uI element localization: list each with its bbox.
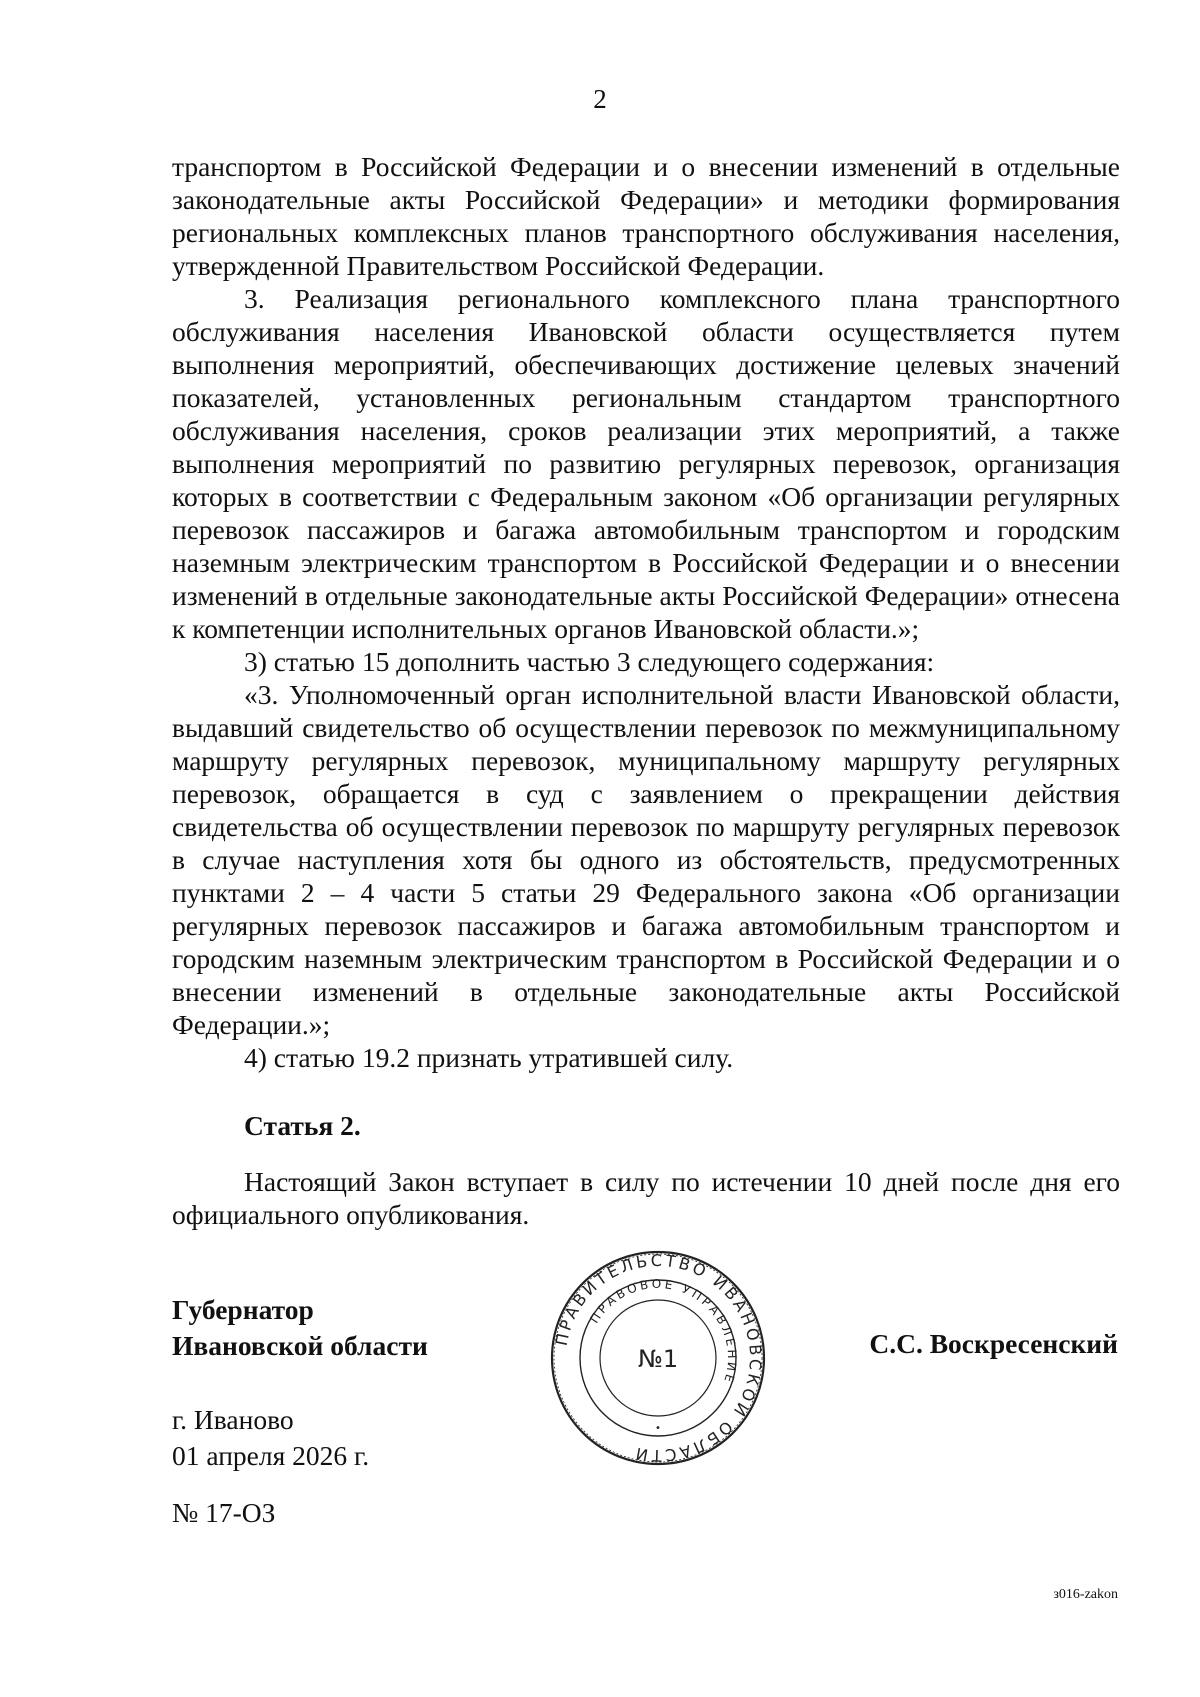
seal-star-icon: •	[655, 1423, 661, 1434]
seal-center-number: №1	[637, 1345, 679, 1373]
document-body	[172, 150, 1120, 1074]
final-paragraph: Настоящий Закон вступает в силу по истечении 10 дней после дня его официального опубликования.	[172, 1166, 1120, 1230]
seal-graphic	[548, 1248, 768, 1468]
paragraph-1: транспортом в Российской Федерации и о внесении изменений в отдельные законодательные акты Российской Федерации» и методики формирования региональных комплексных планов транспортного обслуживания населения, утвержденной Правительством Российской Федерации.	[172, 151, 1120, 281]
place-and-date	[172, 1402, 369, 1474]
article-heading: Статья 2.	[244, 1110, 361, 1141]
date: 01 апреля 2026 г.	[172, 1440, 370, 1471]
seal-outer-text: ПРАВИТЕЛЬСТВО ИВАНОВСКОЙ ОБЛАСТИ	[551, 1250, 766, 1466]
official-seal	[548, 1248, 768, 1468]
page-number: 2	[593, 84, 607, 114]
paragraph-2: 3. Реализация регионального комплексного плана транспортного обслуживания населения Ивановской области осуществляется путем выполнения мероприятий, обеспечивающих достижение целевых значений показателей, установленных региональным стандартом транспортного обслуживания населения, сроков реализации этих мероприятий, а также выполнения мероприятий по развитию регулярных перевозок, организация которых в соответствии с Федеральным законом «Об организации регулярных перевозок пассажиров и багажа автомобильным транспортом и городским наземным электрическим транспортом в Российской Федерации и о внесении изменений в отдельные законодательные акты Российской Федерации» отнесена к компетенции исполнительных органов Ивановской области.»;	[172, 283, 1120, 644]
signatory-title	[172, 1292, 428, 1364]
place: г. Иваново	[172, 1404, 294, 1435]
document-number: № 17-ОЗ	[172, 1497, 276, 1528]
signatory-title-line-2: Ивановской области	[172, 1330, 428, 1361]
paragraph-5: 4) статью 19.2 признать утратившей силу.	[244, 1042, 734, 1073]
signatory-title-line-1: Губернатор	[172, 1294, 314, 1325]
paragraph-3: 3) статью 15 дополнить частью 3 следующего содержания:	[244, 646, 935, 677]
file-code: з016-zakon	[1053, 1587, 1118, 1602]
seal-inner-text: ПРАВОВОЕ УПРАВЛЕНИЕ	[587, 1277, 740, 1387]
paragraph-4: «3. Уполномоченный орган исполнительной власти Ивановской области, выдавший свидетельство об осуществлении перевозок по межмуниципальному маршруту регулярных перевозок, муниципальному маршруту регулярных перевозок, обращается в суд с заявлением о прекращении действия свидетельства об осуществлении перевозок по маршруту регулярных перевозок в случае наступления хотя бы одного из обстоятельств, предусмотренных пунктами 2 – 4 части 5 статьи 29 Федерального закона «Об организации регулярных перевозок пассажиров и багажа автомобильным транспортом и городским наземным электрическим транспортом в Российской Федерации и о внесении изменений в отдельные законодательные акты Российской Федерации.»;	[172, 679, 1120, 1040]
final-section	[172, 1165, 1120, 1231]
signatory-name: С.С. Воскресенский	[869, 1328, 1118, 1359]
